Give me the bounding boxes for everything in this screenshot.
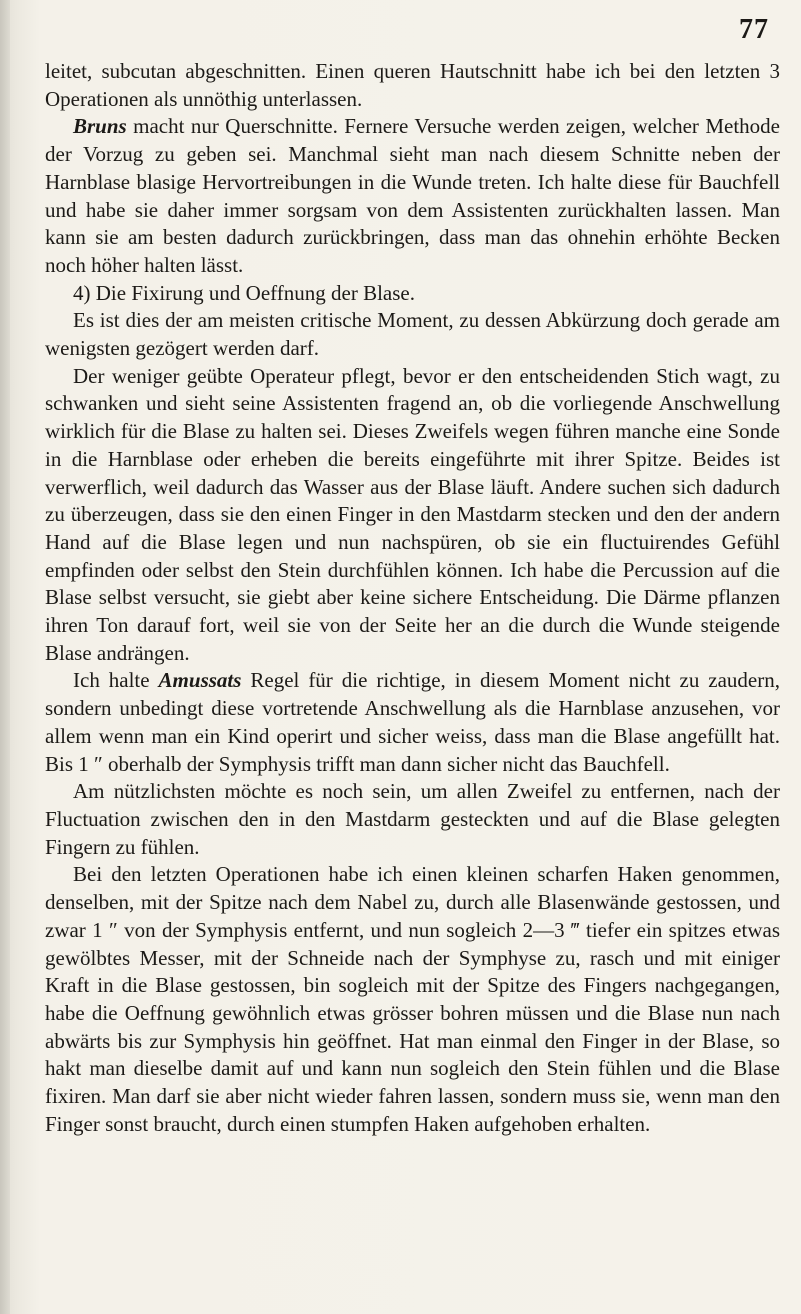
text-run: 4) Die Fixirung und Oeffnung der Blase. [73, 280, 415, 305]
paragraph [45, 861, 780, 1138]
author-name: Amussats [158, 668, 242, 693]
text-run: Der weniger geübte Operateur pflegt, bevor er den entscheidenden Stich wagt, zu schwanken und sieht seine Assistenten fragend an, ob die vorliegende Anschwellung wirklich für die Blase zu halten sei. Dieses Zweifels wegen führen manche eine Sonde in die Harnblase oder erheben die bereits eingeführte mit ihrer Spitze. Beides ist verwerflich, weil dadurch das Wasser aus der Blase läuft. Andere suchen sich dadurch zu überzeugen, dass sie den einen Finger in den Mastdarm stecken und den der andern Hand auf die Blase legen und nun nachspüren, ob sie ein fluctuirendes Gefühl empfinden oder selbst den Stein durchfühlen können. Ich habe die Percussion auf die Blase selbst versucht, sie giebt aber keine sichere Entscheidung. Die Därme pflanzen ihren Ton darauf fort, weil sie von der Seite her an die durch die Wunde steigende Blase andrängen. [45, 363, 780, 665]
page-number: 77 [739, 14, 769, 45]
text-run: Ich halte [73, 668, 159, 693]
paragraph [45, 363, 780, 668]
body-text [45, 58, 780, 1138]
paragraph [45, 307, 780, 362]
section-heading [45, 280, 780, 308]
paragraph [45, 778, 780, 861]
page-gutter-shadow [0, 0, 10, 1314]
text-run: Regel für die richtige, in diesem Moment nicht zu zaudern, sondern unbedingt diese vortretende Anschwellung als die Harnblase anzusehen, vor allem wenn man ein Kind operirt und sicher weiss, dass man die Blase angefüllt hat. Bis 1 ″ oberhalb der Symphysis trifft man dann sicher nicht das Bauchfell. [45, 668, 781, 776]
text-run: Bei den letzten Operationen habe ich einen kleinen scharfen Haken genommen, denselben, mit der Spitze nach dem Nabel zu, durch alle Blasenwände gestossen, und zwar 1 ″ von der Symphysis entfernt, und nun sogleich 2—3 ‴ tiefer ein spitzes etwas gewölbtes Messer, mit der Schneide nach der Symphyse zu, rasch und mit einiger Kraft in die Blase gestossen, bin sogleich mit der Spitze des Fingers nachgegangen, habe die Oeffnung gewöhnlich etwas grösser bohren müssen und die Blase nun nach abwärts bis zur Symphysis hin geöffnet. Hat man einmal den Finger in der Blase, so hakt man dieselbe damit auf und kann nun sogleich den Stein fühlen und die Blase fixiren. Man darf sie aber nicht wieder fahren lassen, sondern muss sie, wenn man den Finger sonst braucht, durch einen stumpfen Haken aufgehoben erhalten. [45, 862, 780, 1136]
paragraph [45, 113, 780, 279]
paragraph [45, 58, 780, 113]
text-run: Am nützlichsten möchte es noch sein, um allen Zweifel zu entfernen, nach der Fluctuation zwischen den in den Mastdarm gesteckten und auf die Blase gelegten Fingern zu fühlen. [45, 779, 780, 859]
text-run: macht nur Querschnitte. Fernere Versuche werden zeigen, welcher Methode der Vorzug zu geben sei. Manchmal sieht man nach diesem Schnitte neben der Harnblase blasige Hervortreibungen in die Wunde treten. Ich halte diese für Bauchfell und habe sie daher immer sorgsam von dem Assistenten zurückhalten lassen. Man kann sie am besten dadurch zurückbringen, dass man das ohnehin erhöhte Becken noch höher halten lässt. [45, 114, 780, 277]
author-name: Bruns [73, 114, 127, 139]
text-run: Es ist dies der am meisten critische Moment, zu dessen Abkürzung doch gerade am wenigsten gezögert werden darf. [45, 308, 780, 361]
paragraph [45, 667, 780, 778]
text-run: leitet, subcutan abgeschnitten. Einen queren Hautschnitt habe ich bei den letzten 3 Operationen als unnöthig unterlassen. [45, 59, 780, 111]
